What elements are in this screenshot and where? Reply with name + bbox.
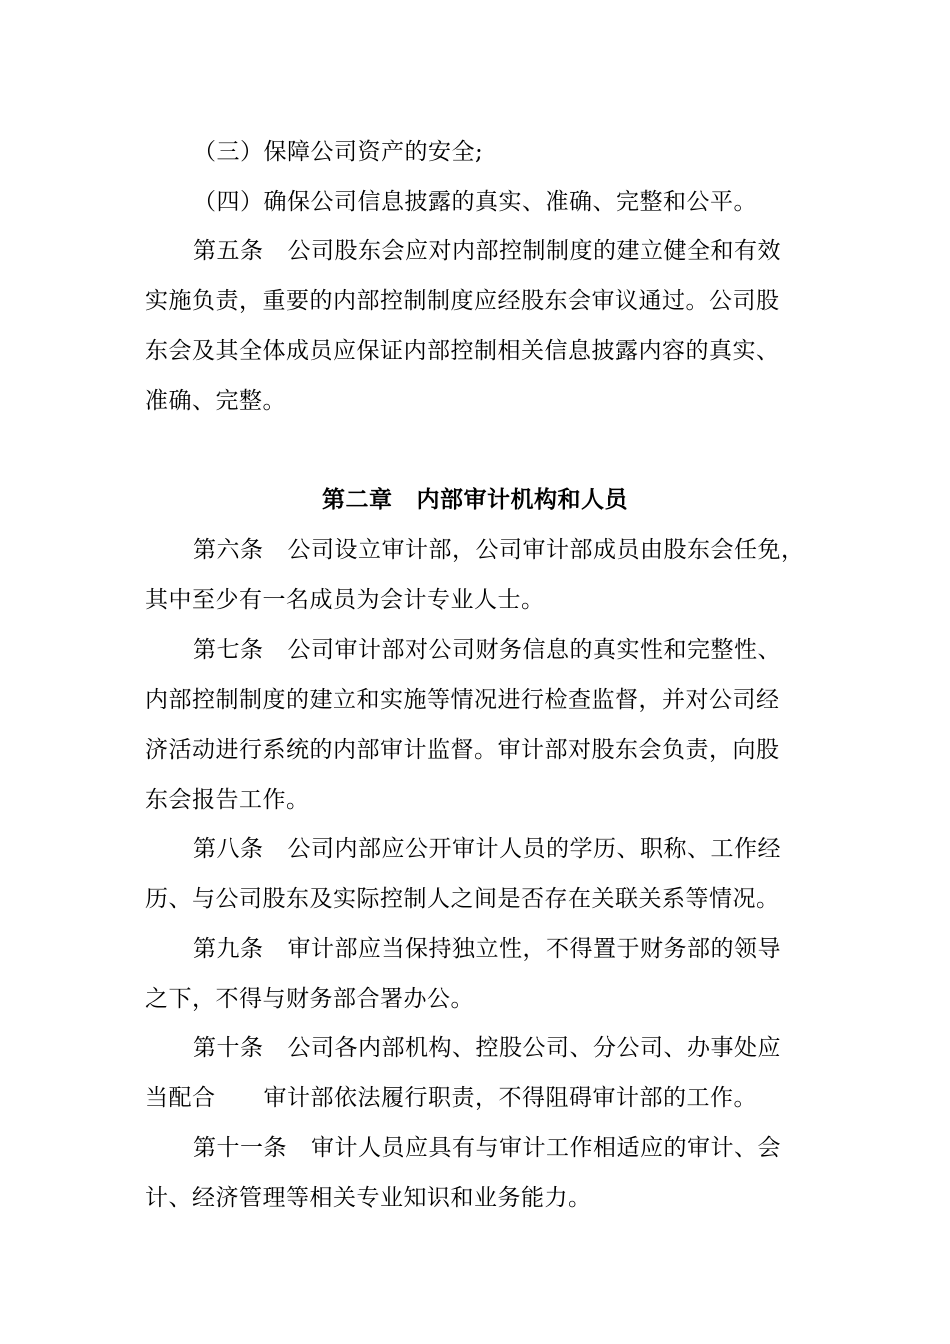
article-11-line-1 <box>193 1133 781 1163</box>
article-5-text-3: 东会及其全体成员应保证内部控制相关信息披露内容的真实、 <box>145 338 780 364</box>
clause-3-line <box>193 137 483 167</box>
article-7-text-1: 公司审计部对公司财务信息的真实性和完整性、 <box>287 637 781 663</box>
article-11-text-2: 计、经济管理等相关专业知识和业务能力。 <box>145 1185 592 1211</box>
article-9-text-2: 之下，不得与财务部合署办公。 <box>145 986 474 1012</box>
article-5-line-4 <box>145 386 286 416</box>
article-8-text-2: 历、与公司股东及实际控制人之间是否存在关联关系等情况。 <box>145 886 780 912</box>
chapter-2-title: 内部审计机构和人员 <box>416 487 628 513</box>
article-9-line-1 <box>193 934 781 964</box>
article-10-label: 第十条 <box>193 1035 264 1061</box>
article-5-line-2 <box>145 286 780 316</box>
article-9-text-1: 审计部应当保持独立性，不得置于财务部的领导 <box>287 936 781 962</box>
article-5-text-2: 实施负责，重要的内部控制制度应经股东会审议通过。公司股 <box>145 288 780 314</box>
article-11-label: 第十一条 <box>193 1135 287 1161</box>
chapter-2-number: 第二章 <box>322 487 393 513</box>
article-5-line-1 <box>193 236 781 266</box>
article-7-text-4: 东会报告工作。 <box>145 787 310 813</box>
article-11-line-2 <box>145 1183 592 1213</box>
article-6-text-1: 公司设立审计部，公司审计部成员由股东会任免， <box>287 537 805 563</box>
clause-4-text: （四）确保公司信息披露的真实、准确、完整和公平。 <box>193 189 757 215</box>
article-8-line-2 <box>145 884 780 914</box>
article-10-line-1 <box>193 1033 781 1063</box>
article-10-text-1: 公司各内部机构、控股公司、分公司、办事处应 <box>287 1035 781 1061</box>
article-6-label: 第六条 <box>193 537 264 563</box>
article-5-text-4: 准确、完整。 <box>145 388 286 414</box>
article-11-text-1: 审计人员应具有与审计工作相适应的审计、会 <box>311 1135 781 1161</box>
article-10-text-2b: 审计部依法履行职责，不得阻碍审计部的工作。 <box>263 1085 757 1111</box>
article-7-line-4 <box>145 785 310 815</box>
article-5-line-3 <box>145 336 780 366</box>
article-7-label: 第七条 <box>193 637 264 663</box>
article-10-text-2a: 当配合 <box>145 1085 216 1111</box>
clause-4-line <box>193 187 757 217</box>
article-7-line-2 <box>145 685 780 715</box>
article-8-label: 第八条 <box>193 836 264 862</box>
article-5-text-1: 公司股东会应对内部控制制度的建立健全和有效 <box>287 238 781 264</box>
article-8-line-1 <box>193 834 781 864</box>
article-6-line-2 <box>145 585 545 615</box>
article-5-label: 第五条 <box>193 238 264 264</box>
article-7-line-3 <box>145 735 780 765</box>
article-8-text-1: 公司内部应公开审计人员的学历、职称、工作经 <box>287 836 781 862</box>
clause-3-text: （三）保障公司资产的安全; <box>193 139 484 165</box>
article-7-text-2: 内部控制制度的建立和实施等情况进行检查监督，并对公司经 <box>145 687 780 713</box>
article-6-line-1 <box>193 535 805 565</box>
article-7-text-3: 济活动进行系统的内部审计监督。审计部对股东会负责，向股 <box>145 737 780 763</box>
article-6-text-2: 其中至少有一名成员为会计专业人士。 <box>145 587 545 613</box>
article-9-label: 第九条 <box>193 936 264 962</box>
chapter-2-heading <box>0 485 950 515</box>
article-9-line-2 <box>145 984 474 1014</box>
article-10-line-2 <box>145 1083 757 1113</box>
article-7-line-1 <box>193 635 781 665</box>
